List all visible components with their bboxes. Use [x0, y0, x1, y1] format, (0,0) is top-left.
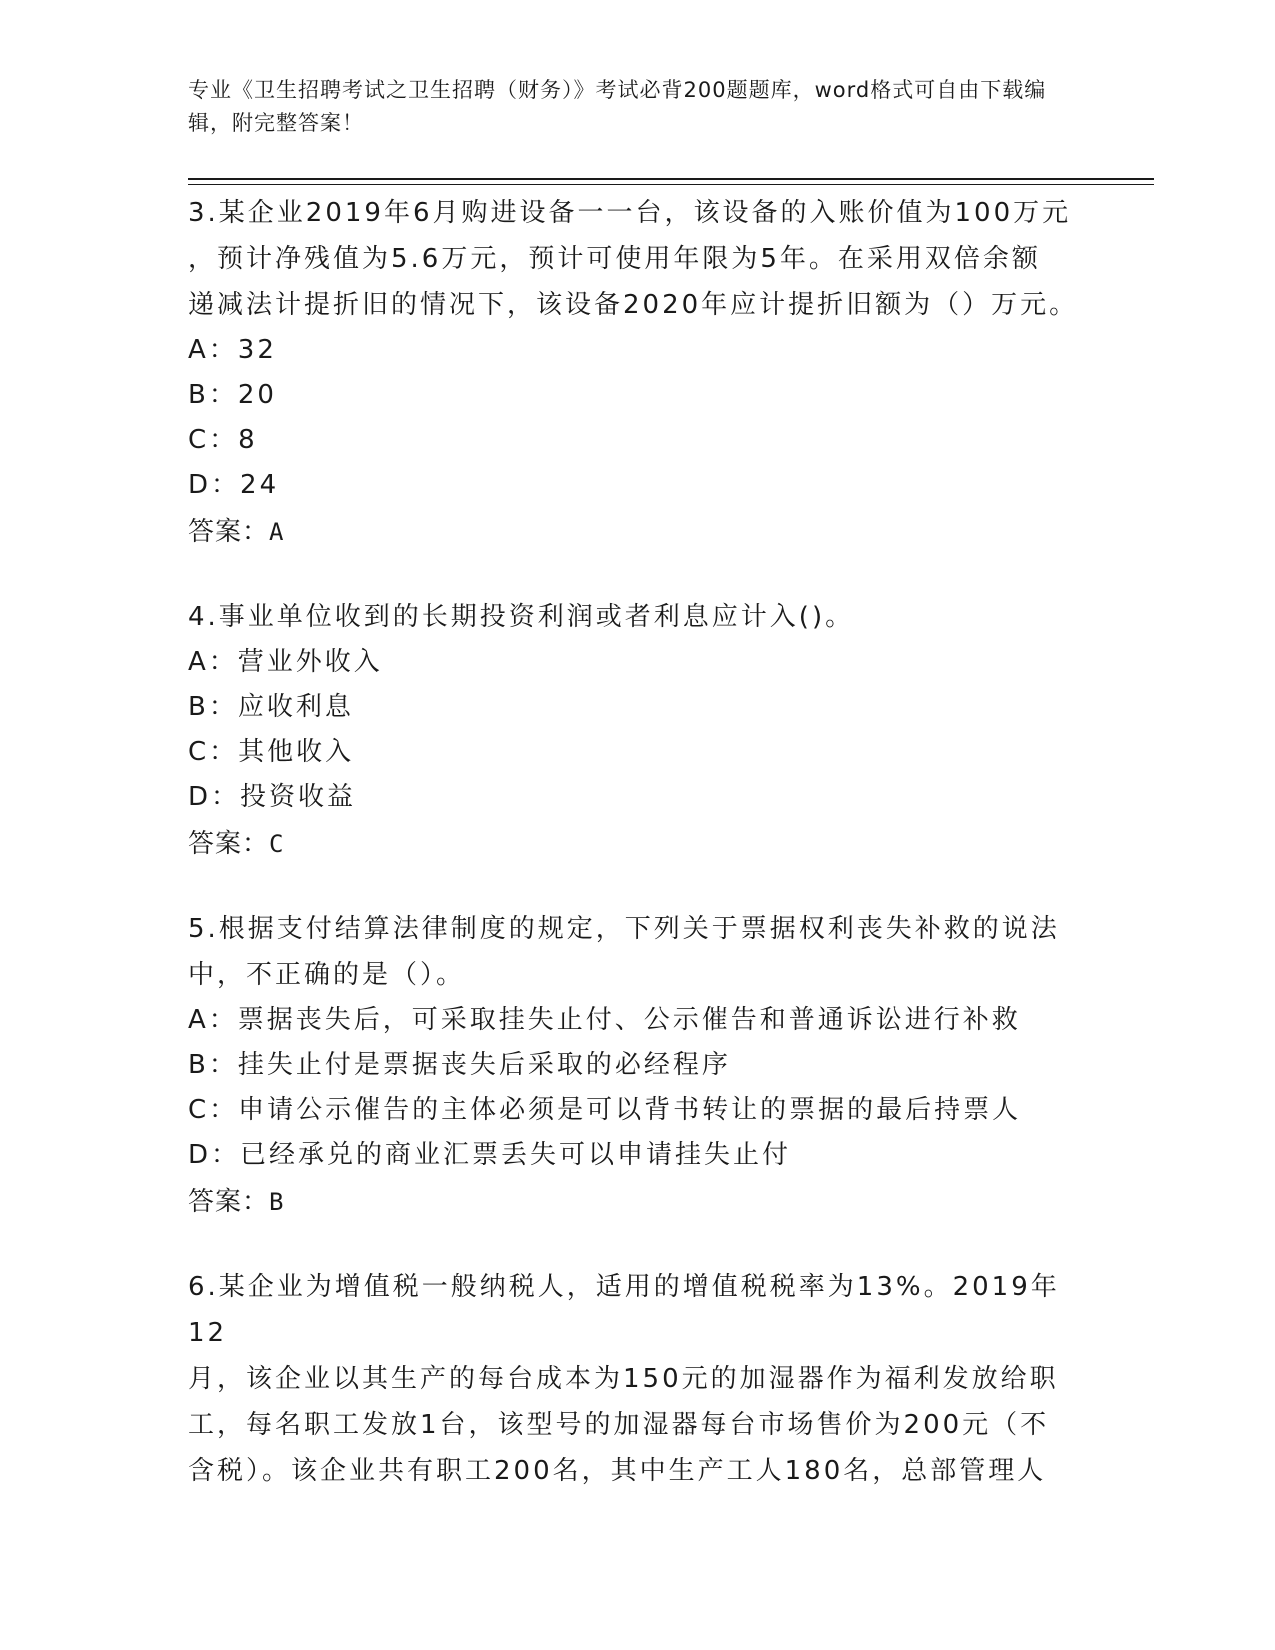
document-header: 专业《卫生招聘考试之卫生招聘（财务）》考试必背200题题库，word格式可自由下载编辑，附完整答案！	[188, 78, 1047, 135]
question-item	[188, 190, 1088, 556]
question-item	[188, 906, 1088, 1226]
question-stem-line: 3.某企业2019年6月购进设备一一台，该设备的入账价值为100万元	[188, 198, 1072, 228]
answer-label: 答案：	[188, 829, 270, 859]
answer-option: C：8	[188, 425, 258, 455]
answer-value: B	[269, 1188, 285, 1216]
answer-value: C	[269, 830, 285, 858]
answer-line	[188, 508, 1088, 556]
answer-option: C：其他收入	[188, 737, 355, 767]
question-stem-line: ，预计净残值为5.6万元，预计可使用年限为5年。在采用双倍余额	[188, 244, 1041, 274]
question-list	[188, 190, 1088, 1494]
question-stem-line: 6.某企业为增值税一般纳税人，适用的增值税税率为13%。2019年12	[188, 1272, 1060, 1348]
answer-option: D：24	[188, 470, 280, 500]
answer-option: A：32	[188, 335, 277, 365]
answer-option: A：营业外收入	[188, 647, 383, 677]
answer-line	[188, 820, 1088, 868]
answer-option: B：挂失止付是票据丧失后采取的必经程序	[188, 1050, 731, 1080]
answer-label: 答案：	[188, 1187, 270, 1217]
answer-label: 答案：	[188, 517, 270, 547]
question-stem-line: 中，不正确的是（）。	[188, 960, 466, 990]
answer-option: D：已经承兑的商业汇票丢失可以申请挂失止付	[188, 1140, 792, 1170]
question-stem-line: 4.事业单位收到的长期投资利润或者利息应计入()。	[188, 602, 855, 632]
question-item	[188, 594, 1088, 868]
answer-line	[188, 1178, 1088, 1226]
answer-option: B：20	[188, 380, 277, 410]
question-stem-line: 5.根据支付结算法律制度的规定，下列关于票据权利丧失补救的说法	[188, 914, 1060, 944]
question-stem-line: 含税）。该企业共有职工200名，其中生产工人180名，总部管理人	[188, 1456, 1047, 1486]
answer-value: A	[269, 518, 285, 546]
header-divider-thin	[188, 184, 1154, 185]
answer-option: C：申请公示催告的主体必须是可以背书转让的票据的最后持票人	[188, 1095, 1022, 1125]
question-stem-line: 工，每名职工发放1台，该型号的加湿器每台市场售价为200元（不	[188, 1410, 1050, 1440]
question-stem-line: 月，该企业以其生产的每台成本为150元的加湿器作为福利发放给职	[188, 1364, 1059, 1394]
answer-option: B：应收利息	[188, 692, 354, 722]
question-stem-line: 递减法计提折旧的情况下，该设备2020年应计提折旧额为（）万元。	[188, 290, 1079, 320]
header-divider	[188, 178, 1154, 180]
question-item	[188, 1264, 1088, 1494]
answer-option: D：投资收益	[188, 782, 357, 812]
answer-option: A：票据丧失后，可采取挂失止付、公示催告和普通诉讼进行补救	[188, 1005, 1021, 1035]
